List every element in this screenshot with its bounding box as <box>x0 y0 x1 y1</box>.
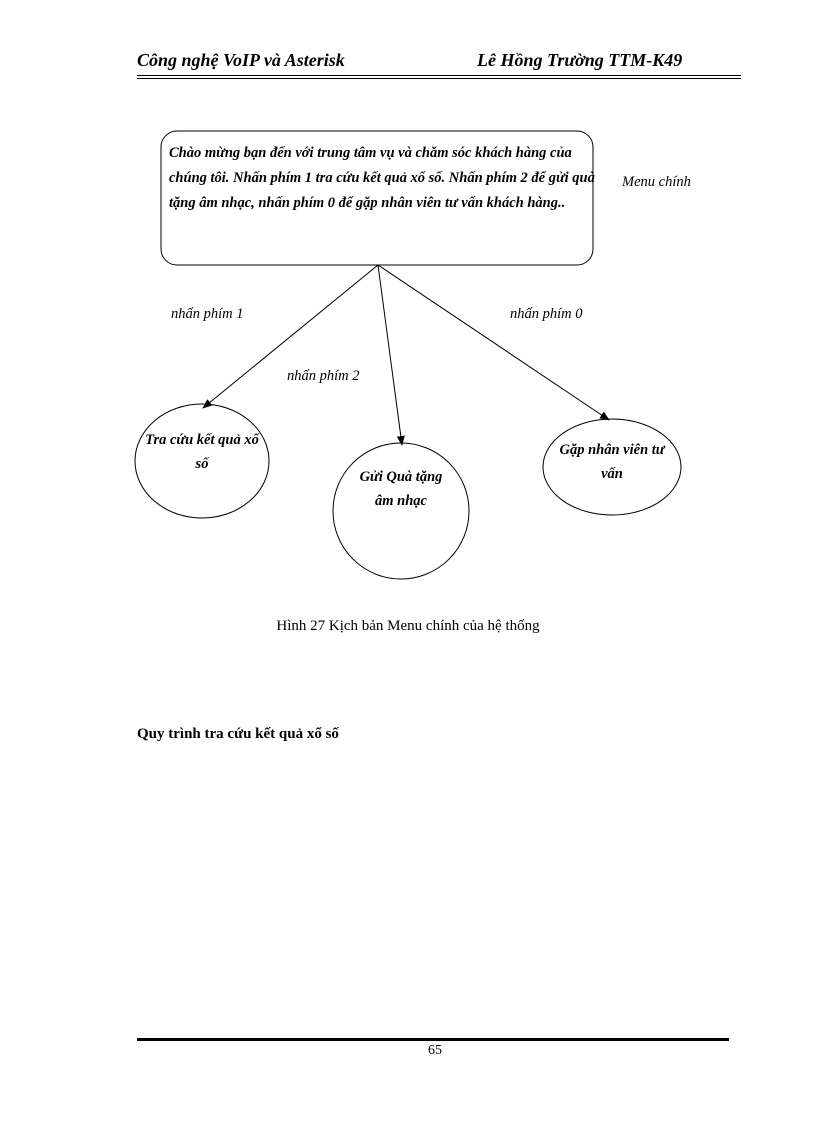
edge-label-key-0: nhấn phím 0 <box>510 306 583 322</box>
edge-arrow-key-1 <box>203 265 378 408</box>
edge-label-key-2: nhấn phím 2 <box>287 368 360 384</box>
section-heading: Quy trình tra cứu kết quả xổ số <box>137 726 339 742</box>
footer-divider <box>137 1038 729 1041</box>
main-menu-label: Menu chính <box>622 174 691 190</box>
edge-arrow-key-0 <box>378 265 609 420</box>
page-number: 65 <box>428 1043 442 1058</box>
main-menu-box-text: Chào mừng bạn đến với trung tâm vụ và chăm sóc khách hàng của chúng tôi. Nhấn phím 1 tra cứu kết quả xổ số. Nhấn phím 2 để gửi quà tặng âm nhạc, nhấn phím 0 để gặp nhân viên tư vấn khách hàng.. <box>169 145 595 211</box>
edge-arrow-key-2 <box>378 265 402 445</box>
header-document-title: Công nghệ VoIP và Asterisk <box>137 50 345 70</box>
node-music-gift-text: Gửi Quà tặng âm nhạc <box>359 469 443 509</box>
figure-caption: Hình 27 Kịch bản Menu chính của hệ thống <box>276 618 540 634</box>
node-consultant-text: Gặp nhân viên tư vấn <box>559 442 665 482</box>
node-lottery-lookup-text: Tra cứu kết quả xổ số <box>145 432 259 472</box>
edge-label-key-1: nhấn phím 1 <box>171 306 244 322</box>
header-author: Lê Hồng Trường TTM-K49 <box>477 50 683 70</box>
